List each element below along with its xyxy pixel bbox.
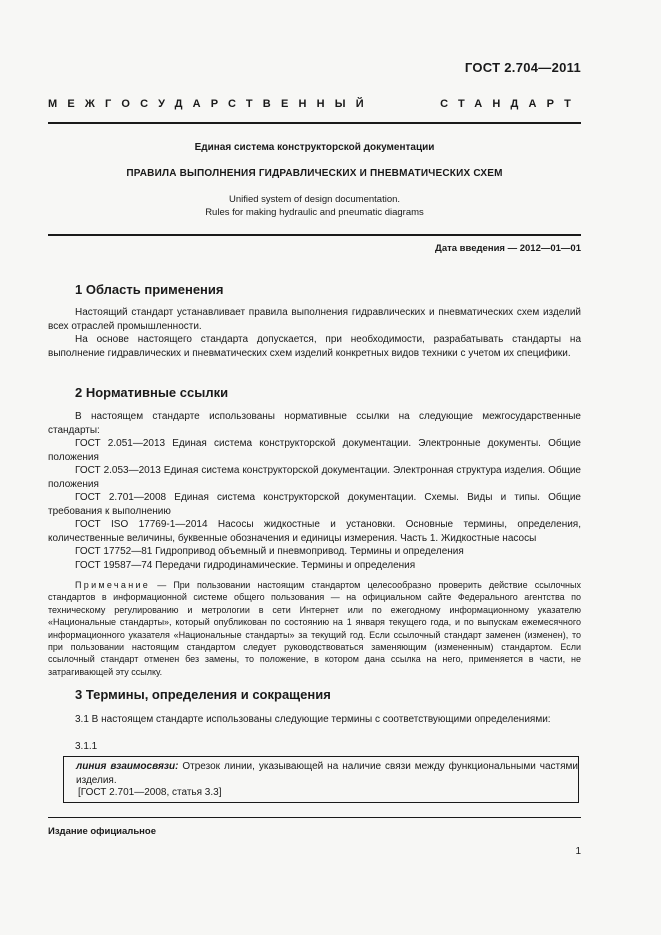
section-1-heading: 1 Область применения: [75, 282, 224, 297]
normative-reference: ГОСТ 2.051—2013 Единая система конструкторской документации. Электронные документы. Общие положения: [48, 438, 581, 463]
section-2-heading: 2 Нормативные ссылки: [75, 385, 229, 400]
term-definition: [76, 760, 578, 787]
interstate-standard-banner: [48, 98, 581, 110]
introduction-date: Дата введения — 2012—01—01: [435, 243, 581, 254]
middle-rule: [48, 234, 581, 236]
term-definition-text: Отрезок линии, указывающей на наличие связи между функциональными частями изделия.: [76, 761, 579, 786]
section-1-paragraph-1: Настоящий стандарт устанавливает правила выполнения гидравлических и пневматических схем изделий всех отраслей промышленности.: [48, 307, 581, 332]
banner-word-standard: СТАНДАРТ: [440, 98, 581, 110]
top-rule: [48, 122, 581, 124]
note-label: Примечание: [75, 580, 151, 590]
section-2-note: [48, 579, 581, 678]
english-title-line-1: Unified system of design documentation.: [228, 194, 401, 205]
clause-3-1: 3.1 В настоящем стандарте использованы следующие термины с соответствующими определениями:: [75, 714, 551, 725]
english-title-line-2: Rules for making hydraulic and pneumatic diagrams: [205, 206, 424, 218]
standard-series: Единая система конструкторской документации: [194, 142, 435, 153]
clause-3-1-1: 3.1.1: [75, 741, 98, 752]
section-1-paragraph-2: На основе настоящего стандарта допускается, при необходимости, разрабатывать стандарты на выполнение гидравлических и пневматических схем изделий конкретных видов техники с учетом их специфики.: [48, 334, 581, 359]
section-3-heading: 3 Термины, определения и сокращения: [75, 687, 331, 702]
term-source-reference: [ГОСТ 2.701—2008, статья 3.3]: [78, 787, 222, 798]
page-number: 1: [575, 846, 581, 857]
english-title: [48, 194, 581, 219]
footer-rule: [48, 817, 581, 818]
normative-reference: ГОСТ 17752—81 Гидропривод объемный и пневмопривод. Термины и определения: [75, 546, 464, 557]
gost-number: ГОСТ 2.704—2011: [464, 60, 581, 75]
document-title: ПРАВИЛА ВЫПОЛНЕНИЯ ГИДРАВЛИЧЕСКИХ И ПНЕВМАТИЧЕСКИХ СХЕМ: [126, 168, 503, 179]
section-2-intro: В настоящем стандарте использованы нормативные ссылки на следующие межгосударственные стандарты:: [48, 411, 581, 436]
banner-word-interstate: МЕЖГОСУДАРСТВЕННЫЙ: [48, 98, 374, 110]
official-edition-label: Издание официальное: [48, 826, 156, 837]
term-name: линия взаимосвязи:: [76, 761, 179, 772]
normative-reference: ГОСТ 2.053—2013 Единая система конструкторской документации. Электронная структура изделия. Общие положения: [48, 465, 581, 490]
note-text: — При пользовании настоящим стандартом целесообразно проверить действие ссылочных стандартов в информационной системе общего пользования — на официальном сайте Федерального агентства по техническому регулированию и метрологии в сети Интернет или по ежегодному информационному указателю «Национальные стандарты», который опубликован по состоянию на 1 января текущего года, и по выпускам ежемесячного информационного указателя «Национальные стандарты» за текущий год. Если ссылочный стандарт заменен (изменен), то при пользовании настоящим стандартом следует руководствоваться заменяющим (измененным) стандартом. Если ссылочный стандарт отменен без замены, то положение, в котором дана ссылка на него, применяется в части, не затрагивающей эту ссылку.: [48, 580, 581, 677]
normative-reference: ГОСТ 2.701—2008 Единая система конструкторской документации. Схемы. Виды и типы. Общие требования к выполнению: [48, 492, 581, 517]
normative-reference: ГОСТ 19587—74 Передачи гидродинамические. Термины и определения: [75, 560, 416, 571]
normative-reference: ГОСТ ISO 17769-1—2014 Насосы жидкостные и установки. Основные термины, определения, количественные величины, буквенные обозначения и единицы измерения. Часть 1. Жидкостные насосы: [48, 519, 581, 544]
term-definition-box: [63, 756, 579, 803]
